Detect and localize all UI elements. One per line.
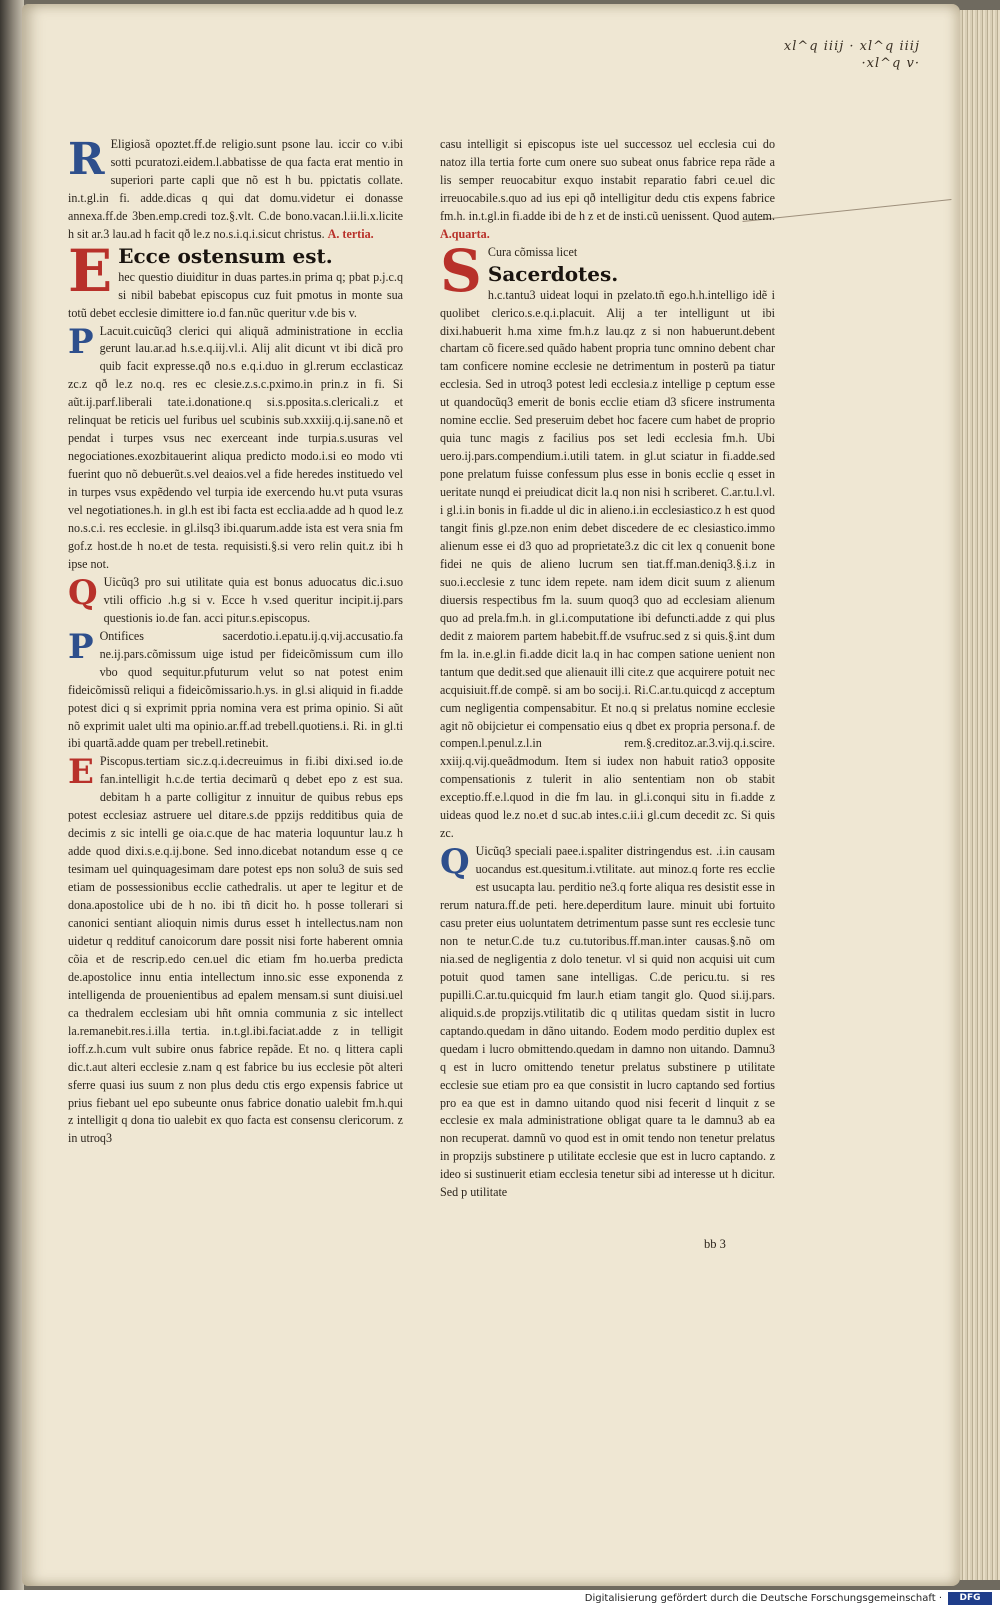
margin-note (760, 38, 920, 72)
left-paragraph-1-text: Eligiosã opoztet.ff.de religio.sunt psone lau. iccir co v.ibi sotti pcuratozi.eidem.l.abbatisse de qua facta erat mentio in superiori parte capli que nõ est h bu. ppictatis collate. in.t.gl.in fi. adde.dicas q qui dat domu.videtur ei donasse annexa.ff.de 3ben.emp.credi toz.§.vlt. C.de bono.vacan.l.ii.li.x.licite h sit ar.3 lau.ad h facit qð le.z no.s.i.q.i.sicut christus. (68, 137, 403, 241)
right-paragraph-3-text: Uicũq3 speciali paee.i.spaliter distringendus est. .i.in causam uocandus est.quesitum.i.vtilitate. aut minoz.q forte res ecclie est usucapta lau. perditio ne3.q forte aliqua res desistit esse in rerum natura.ff.de peti. here.deperditum laure. minuit ubi fortuito casu preter eius uoluntatem detrimentum passe sunt res ecclesie tunc non te netur.C.de tu.z cu.tutoribus.ff.man.inter causas.§.nõ om nia.sed de negligentia z dolo tenetur. vl si quid non acquisi uit cum potuit quod tamen sane intelligas. C.de pericu.tu. si res pupilli.C.ar.tu.quicquid fm laur.h etiam tangit glo. Quod si.ij.pars. aliquid.s.de propzijs.vtilitatib dic q utilitas quedam sistit in lucro captando.quedam in dãno uitando. Eodem modo perditio duplex est quedam i lucro obmittendo.quedam in damno non uitando. Damnu3 q est in lucro omittendo tenetur prelatus substinere p utilitate ecclesie sue etiam pro ea que consistit in lucro captando sed fortius pro ea que est in damno uitando quod nisi fecerit d linquit z se ecclesie ex mala administratione obligat quare ta le damnu3 ab ea non recuperat. damnũ vo quod est in omit tendo non tenetur prelatus in propzijs substinere p utilitate ecclesie que est in lucro captando. z ideo si sustinuerit etiam ecclesia tenetur sibi ad interesse ut h dicitur. Sed p utilitate (440, 844, 775, 1200)
right-section-heading (440, 236, 775, 305)
left-paragraph-2: hec questio diuiditur in duas partes.in prima q; pbat p.j.c.q si nibil babebat episcopus cuz fuit pmotus in monte sua totũ debet ecclesie dimittere io.d fan.nũc queritur v.de bis v. (68, 269, 403, 320)
rubric-quarta: A.quarta. (440, 226, 490, 241)
dfg-logo-icon[interactable]: DFG (948, 1592, 992, 1605)
left-paragraph-6-text: Piscopus.tertiam sic.z.q.i.decreuimus in fi.ibi dixi.sed io.de fan.intelligit h.c.de tertia decimarũ q debet epo z est sua. debitam h a parte colligitur z innuitur de quibus rebus eps potest ecclesiaz astruere uel ditare.s.de ppzijs redditibus quia de decimis z sic intelli ge oia.c.que de hac materia loquuntur lau.z h adde quod dixi.s.e.q.ij.bone. Sed inno.dicebat notandum esse q ce tesimam uel quinquagesimam dare potest eps non solu3 de suis sed etiam de possessionibus ecclie cathedralis. ut aper te legitur et de dona.apostolice ubi de h no. ibi tñ dicit ho. h posse tollerari si canonici sentiant alioquin nimis durus esset h intellectus.nam non uidetur q reddituf canoicorum dare possit nisi forte haberent omnia cõia et de rescrip.edo cen.uel dic etiam fm ho.uerba predicta de.apostolice innu entia intellectum inno.sic esse exponenda z intelligenda de prouenientibus ad epalem mensam.si sunt diuisi.uel ca thedralem ecclesiam ubi hñt omnia communia z sic intellect la.remanebit.res.i.illa tertia. in.t.gl.ibi.faciat.adde z in telligit ioff.z.h.cum vult subire onus fabrice repãde. Et no. q littera capli dic.t.aut alteri ecclesie z.nam q est fabrice bu ius ecclesie põt alteri sferre quasi ius suum z non plus dedu ctis ergo expensis fabrice ut prius fiebant uel epo subeunte onus fabrice donatio ualebit fm.h.qui z intelligit q dona tio ualebit ex quo facta est consensu clericorum. z in utroq3 (68, 754, 403, 1146)
initial-s-icon: S (440, 236, 482, 305)
margin-note-line-1: xl^q iiij · xl^q iiij (783, 39, 920, 54)
left-paragraph-4-text: Uicũq3 pro sui utilitate quia est bonus aduocatus dic.i.suo vtili officio .h.g si v. Ecce h v.sed queritur incipit.ij.pars questionis io.de fan. acci pitur.s.episcopus. (103, 574, 403, 625)
left-paragraph-3 (68, 323, 403, 574)
rubric-tertia: A. tertia. (327, 226, 374, 241)
signature-mark: bb 3 (704, 1237, 726, 1251)
left-paragraph-6 (68, 753, 403, 1148)
initial-p2-icon: P (68, 626, 94, 667)
left-paragraph-3-text: Lacuit.cuicũq3 clerici qui aliquã administratione in ecclia gerunt lau.ar.ad h.s.e.q.iij.vl.i. Alij alit dicunt vt ibi dicã pro quib facit expresse.qð no.s e.q.i.duo in gl.rerum ecclasticaz zc.z qð le.z no.q. res ec clesie.z.s.c.pximo.in prin.z in fi. Si aũt.ij.parf.liberali tate.i.donatione.q si.s.pposita.s.clericali.z et relinquat be reticis uel furibus uel scubinis sub.xxxiij.q.ij.sane.nõ et pendat i turpes vsus nec exerceant inde turpia.s.usuras vel negociationes.exozbitauerint aliqua predicto modo.i.si eo modo vti fuerint quo nõ debuerũt.s.vel deaios.vel a fide heredes instituedo vel in turpes vsus expẽdendo vel turpia ide exercendo hu.vt puta vsuras vel negotiationes.h. in gl.h est ibi facta est ecclia.adde ad h quod le.z no.s.c.i. res ecclesie. in gl.ilsq3 ibi.quarum.adde ista est vera snia fm gof.z host.de h no.et de testa. requisisti.§.si vero relin quit.z ibi h ipse not. (68, 323, 403, 571)
initial-q2-icon: Q (440, 842, 470, 883)
right-heading-first-line: Cura cõmissa licet (487, 244, 578, 259)
right-column (440, 136, 775, 1202)
left-paragraph-5-text: Ontifices sacerdotio.i.epatu.ij.q.vij.accusatio.fa ne.ij.pars.cõmissum uige istud per fideicõmissum cum illo vbo quod sequitur.pfuturum velut so nat potest enim fideicõmissũ reliqui a fideicõmissario.h.ys. in gl.si aliquid in fi.adde potest dici q si exprimit ppria nomina vera est prima opinio. Si aũt nõ exprimit ualet ulti ma opinio.ar.ff.ad trebell.quotiens.i. Ri. in gl.ti ibi quartã.adde quam per trebell.retinebit. (68, 628, 403, 751)
left-paragraph-5 (68, 628, 403, 754)
right-heading-text: Sacerdotes. (487, 261, 619, 286)
initial-q-icon: Q (68, 572, 98, 613)
left-paragraph-1 (68, 136, 403, 244)
initial-p-icon: P (68, 321, 94, 362)
page-fore-edge (960, 10, 1000, 1580)
initial-e-icon: E (68, 236, 113, 305)
gutter-shadow (0, 0, 24, 1590)
right-paragraph-3 (440, 843, 775, 1202)
left-column (68, 136, 403, 1148)
margin-note-line-2: ·xl^q v· (861, 56, 920, 71)
footer-bar (0, 1590, 1000, 1607)
right-paragraph-1-text: casu intelligit si episcopus iste uel successoz uel ecclesia cui do natoz illa tertia forte cum onere suo subeat onus fabrice repa rãde a lis semper reuocabitur exquo instabit reparatio fabri ce.uel dic irreuocabile.s.quo ad ius epi qð intelligitur dedu ctis expens fabrice fm.h. in.t.gl.in fi.adde ibi de h z et de insti.cũ uenissent. Quod autem. (440, 137, 775, 223)
funding-credit: Digitalisierung gefördert durch die Deutsche Forschungsgemeinschaft · (584, 1593, 942, 1604)
left-paragraph-4 (68, 574, 403, 628)
left-heading-text: Ecce ostensum est. (118, 243, 333, 268)
right-paragraph-1 (440, 136, 775, 244)
right-paragraph-2: h.c.tantu3 uideat loqui in pzelato.tñ ego.h.h.intelligo idẽ i quolibet clerico.s.e.q.i.placuit. Alij a ter intelligunt ut ibi dixi.habuerit h.ma xime fm.h.z lau.qz z si non habuerunt.debent chartam cõ ficere.sed quãdo habent propria tunc omnino debent char tam conficere nomine ecclesie ne detrimentum in posterũ pa tiatur ecclesia. Sed in utroq3 potest ledi ecclesia.z intellige p ceptum esse ut quandocũq3 emerit de bonis ecclie etiam d3 sficere instrumenta nomine ecclie. Sed preseruim debet hoc facere cum habet de proprio quia tunc magis z facilius pos set ledi ecclesia fm.h. Ubi uero.ij.pars.compendium.i.utili tatem. in gl.ut sciatur in fi.adde.sed pone prelatum fuisse confessum plus esse in bonis ecclie q esset in ueritate nunqd ei preiudicat dicit la.q non nisi h scriberet. C.ar.tu.l.vl. i gl.i.in bonis in fi.adde ul dic in alieno.i.in ecclesiastico.z h est quod tangit finis gl.pze.non enim debet discedere de ec clesiastico.immo alienum esse ei d3 quo ad proprietate3.z dic cit lex q conuenit bone fidei ne quis de alieno lucrum sen tiat.ff.man.deniq3.§.i.z in suo.i.ecclesie z tunc idem repete. nam idem dicit suum z alienum diuersis respectibus fm la. suum quoq3 quo ad ecclesiam alienum quo ad prela.fm.h. in gl.i.computatione ibi defuncti.adde z qui plus dedit z maiorem partem habebit.ff.de vsufruc.sed z si quis.§.int dum fm la. in.e.gl.in fi.adde dicit la.q in hac compen satione uenient non tantum que dedit.sed que alienauit illi cite.z que acquirere potuit nec acquisiuit.ff.de compẽ. si am bo socij.i. Ri.C.ar.tu.quicqd z acceptum cum negligentia compensabitur. Et no.q si prelatus nomine ecclesie agit nõ obijcietur ei compensatio eius q dbet ex propria persona.f. de compen.l.penul.z.l.in rem.§.creditoz.ar.3.vij.q.i.scire. xxiij.q.vij.queãdmodum. Item si iudex non habuit ratio3 opposite compensationis z tulerit in alio sententiam non ob stabit exceptio.ff.e.l.quod in die fm lau. in gl.i.conqui situ in fi.adde z uideas quod le.z no.et d suc.ab intes.c.ii.i gl.cum decedit zc. Si quis zc. (440, 287, 775, 841)
initial-r-icon: R (68, 134, 105, 185)
initial-e2-icon: E (68, 752, 94, 793)
